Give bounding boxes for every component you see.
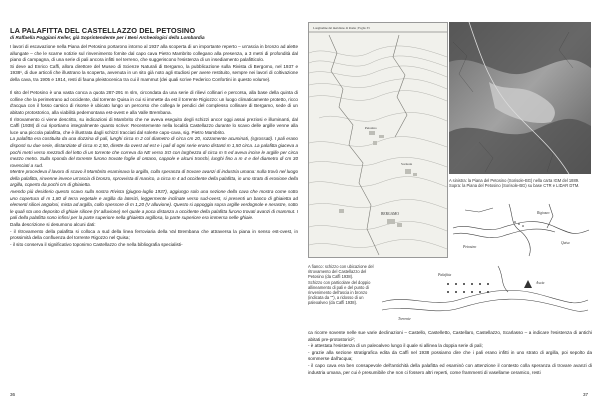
list-item: - il capo cava era ben consapevole dell'antichità della palafitta ed esaminò con attenzione il contesto colla speranza di trovare avanzi di industria umana, per cui è presumibile che non ci fossero altri reperti, come frammenti di vasellame ceramico, resti [308, 362, 592, 375]
sketch-label: Quisa [561, 241, 570, 245]
paragraph: Il ritrovamento ci viene descritto, su indicazioni di Mambrito che ne aveva eseguito degli schizzi ancor oggi assai preziosi e illuminanti, dal Caffi (1938) di cui riportiamo integralmente quanto scrive: Recentemente nella località Castellazzo durante lo scavo delle argille venne alla luce una piccola palafitta, che è illustrata dagli schizzi tracciati dal solerte capo-cava, sig. Pietro Mambrito. [10, 116, 298, 135]
sketch-label: Rigiozzo [537, 211, 550, 215]
quote-paragraph: Mentre procedeva il lavoro di scavo il Mambrito esaminava la argilla, colla speranza di trovare avanzi di industria umana: nulla trovò nel luogo della palafitta, rinvenne invece un'ascia di bronzo, sprovvista di manico, a circa m 4 ad occidente della palafitta, in uno strato di erosione della argilla, coperto da pochi cm di ghiaietta. [10, 169, 298, 188]
article-author: di Raffaella Poggiani Keller, già Soprintendente per i Beni Archeologici della Lombardia [10, 35, 205, 40]
caption-line: Schizzo con particolare del doppio allineamento di pali e del punto di rinvenimento dell'ascia in bronzo (indicata da ""), a ridosso di un paleoalveo (da Caffi 1938). [308, 279, 371, 306]
quote-paragraph: Avendo più desiderio questo scavo sulla nostra Rivista (giugno-luglio 1937), aggiungo solo una sezione della cava che mostra come sotto uno copertura di m 1,80 di terra vegetale e argilla da laterizi, leggermente inclinate verso sud-ovest, si presenti un banco di ghiaietta ad elementi silicei angolosi, mista ad argilla, collo spessore di m 1,20 (V alluvione). Questo si appoggia sopra argille verdognole e nerastre, sotto le quali sta uno deposito di ghiaie silicee (IV alluvione) nel quale a poca distanza a occidente della palafitta furono trovati avanzi di mammut. I pali della palafitta sono infissi per la parte superiore nella ghiaietta argillosa, la parte superiore era immersa nelle ghiaie. [10, 189, 298, 221]
paragraph: Il sito del Petosino è una vasta conca a quota 287-291 m slm, circondata da una serie di rilievi collinari e percorsa, alla base della quinta di colline che la perimetrano ad occidente, dal torrente Quisa in cui si immette da est il torrente Rigiozzo: un luogo climaticamente protetto, ricco d'acqua con il fosso carsico di risorse è ubicato lungo un percorso che collega le pendici del complesso collinare di Bergamo, sede di un abitato protostorico, alla viabilità pedemontana est-ovest e alla Valle Brembana. [10, 90, 298, 115]
list-item: - è attestata l'esistenza di un paleoalveo lungo il quale si allinea la doppia serie di pali; [308, 343, 483, 349]
map-caption [449, 178, 591, 188]
list-item: ca ricorre sovente nelle sue varie declinazioni – Castello, Castelletto, Castellaro, Castellazzo, Scarlasso – a indicare l'esistenza di antichi abitati pre-protostorici²; [308, 330, 592, 342]
map-place-label: Sorisole [401, 162, 413, 166]
sketch2-drawing [378, 262, 591, 324]
paragraph: Dalla descrizione si desumono alcuni dati: [10, 222, 96, 228]
igm-historic-map [308, 22, 448, 258]
list-item: - il sito conserva il significativo toponimo Castellazzo che nella bibliografia specialisti- [10, 241, 183, 247]
map-drawing [309, 23, 447, 257]
sketch1-drawing [449, 200, 591, 258]
map-place-label: Petosino [365, 126, 377, 130]
sketch-caption [308, 264, 374, 306]
caption-line: Sopra: la Piana del Petosino (Sorisole-BG) su base CTR e LIDAR DTM. [449, 183, 580, 189]
map-header: Longitudine dal meridiano di Roma | Foglio 33 [313, 26, 370, 30]
map-place-label: BERGAMO [381, 212, 399, 216]
paragraph: I lavori di escavazione nella Piana del Petosino portarono intorno al 1937 alla scoperta di un importante reperto – un'ascia in bronzo ad alette allungate – che le scarne notizie sul rinvenimento fornite dal capo cava Pietro Mambrito collegano alla presenza, a 3 metri di profondità dal piano di campagna, di una serie di pali ancora infitti nel terreno, che suggeriscono l'esistenza di un insediamento palafitticolo. [10, 44, 298, 63]
list-item: - grazie alla sezione stratigrafica edita da Caffi nel 1938 possiamo dire che i pali erano infitti in uno strato di argilla, poi sepolto da sommerse dall'acqua; [308, 349, 592, 362]
sketch-label: Petosino [463, 245, 477, 249]
caption-line: A fianco: schizzo con ubicazione del ritrovamento del Castellazzo del Petosino (da Caffi 1938). [308, 264, 374, 280]
page-number-left: 36 [10, 392, 16, 397]
sketch-label: Palafitta [438, 273, 452, 277]
sketch-label: Torrente [398, 317, 411, 321]
sketch-label: Ascia [536, 281, 545, 285]
sketch-location-map [449, 200, 591, 258]
sketch-pile-alignment [378, 262, 591, 324]
article-title: LA PALAFITTA DEL CASTELLAZZO DEL PETOSINO [10, 26, 196, 35]
quote-paragraph: La palafitta era costituita da una dozzina di pali, lunghi circa m 2 col diametro di circa cm 20, rozzamente acuminati, (sgrossati). I pali erano disposti su due serie, distanziate di circa m 2,50, dirette da ovest ad est e i pali di ogni serie erano distanti m 1,50 circa. La palafitta giaceva a pochi metri verso mezzodì del letto di un torrente che correva da NE verso SO con larghezza di circa m 5 ed aveva incise le argille per circa mezzo metro. Sulla sponda del torrente furono trovate foglie di ontano, cappole e alcuni tronchi, lunghi fino a m 4 e del diametro di cm 30 rovesciati a sud. [10, 136, 298, 168]
paragraph: Si deve ad Enrico Caffi, allora direttore del Museo di Scienze Naturali di Bergamo, la pubblicazione sulla Rivista di Bergomo, nel 1937 e 1938¹, di due articoli che illustrano la scoperta, avvenuta in un sito già noto agli studiosi per avere restituito, sempre nei lavori di coltivazione della cava, tra 1905 e 1914, resti di fauna pleistocenica tra cui il mammut (dei quali scrive Federico Confortini in questo volume). [10, 63, 298, 82]
relief-drawing [449, 22, 591, 174]
lidar-relief-map [449, 22, 591, 174]
left-column-text [10, 44, 298, 380]
right-column-text [308, 330, 592, 382]
caption-line: A sinistra: la Piana del Petosino (Sorisole-BG) nella carta IGM del 1889. [449, 178, 580, 183]
page-number-right: 37 [583, 392, 589, 397]
list-item: - il ritrovamento della palafitta si colloca a sud della linea ferroviaria della Val Brembana che attraversa la piana in senso est-ovest, in prossimità della confluenza del torrente Rigozzo nel Quisa; [10, 228, 298, 241]
